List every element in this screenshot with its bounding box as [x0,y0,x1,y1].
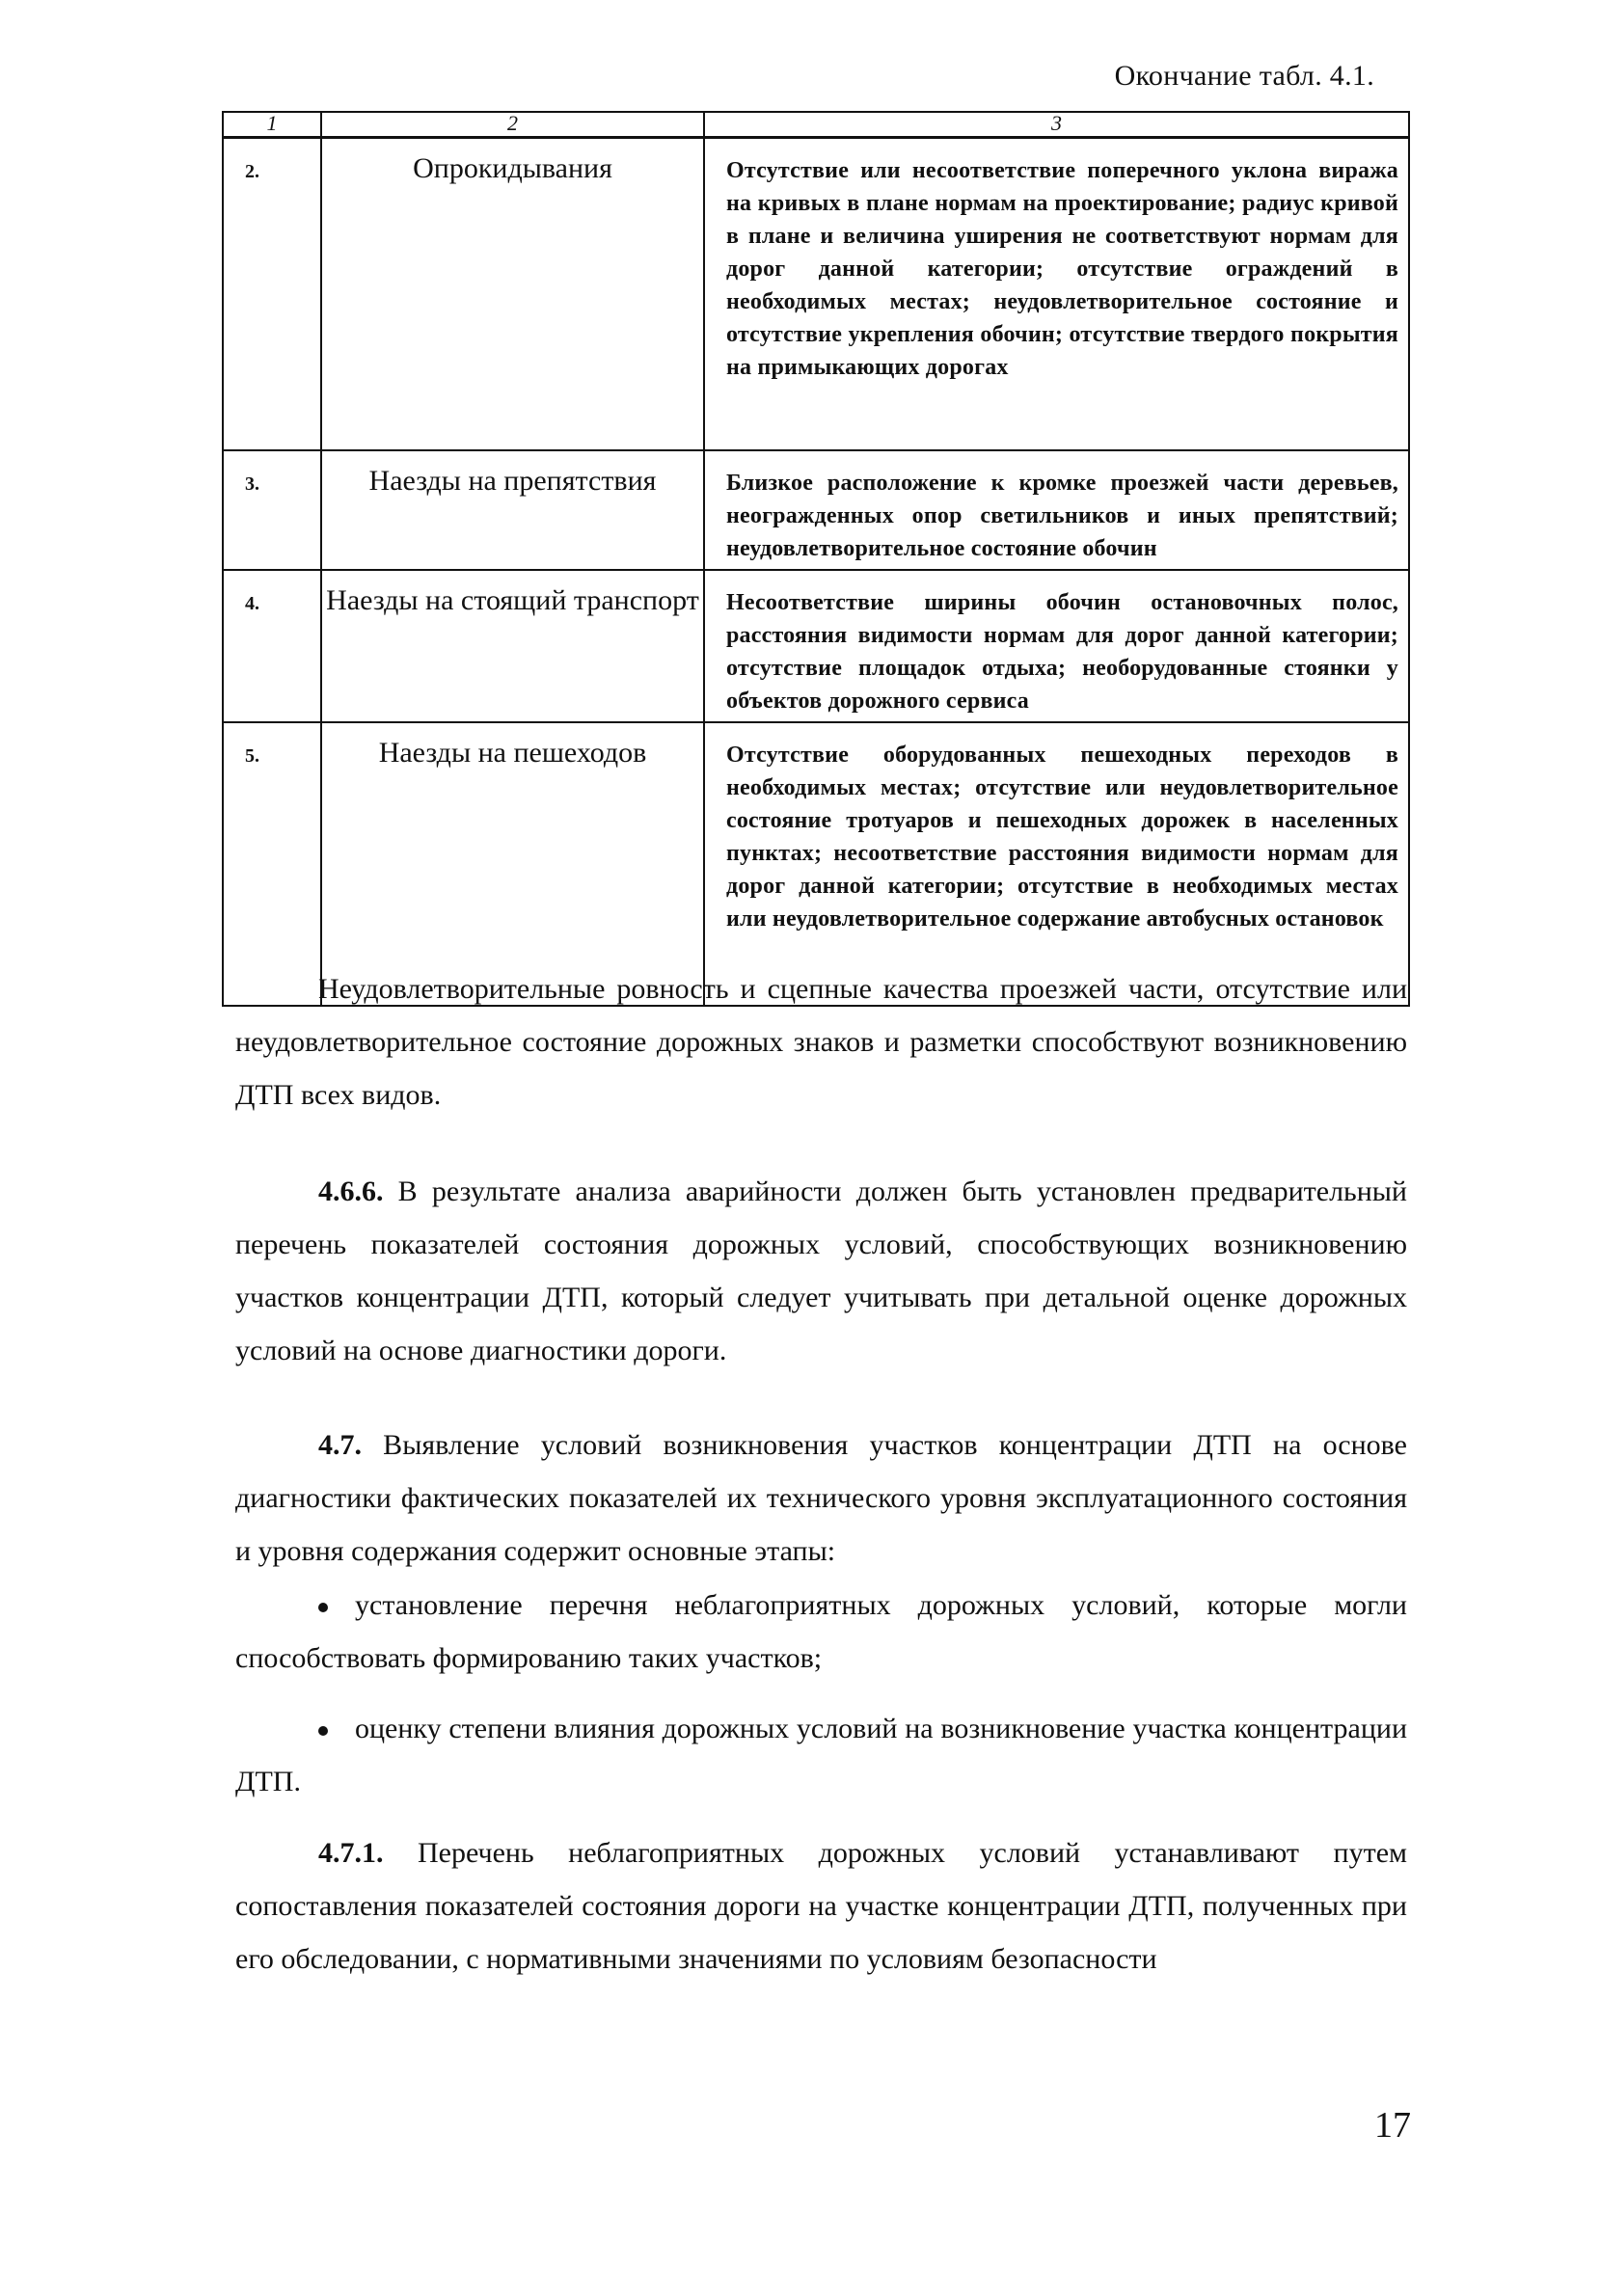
paragraph [235,962,1407,1121]
row-number: 3. [223,450,321,570]
paragraph-text: Перечень неблагоприятных дорожных условий устанавливают путем сопоставления показателей состояния дороги на участке концентрации ДТП, полученных при его обследовании, с нормативными значениями по условиям безопасности [235,1837,1407,1975]
paragraph [235,1826,1407,1985]
bullet-icon [318,1726,328,1736]
paragraph-text: В результате анализа аварийности должен быть установлен предварительный перечень показателей состояния дорожных условий, способствующих возникновению участков концентрации ДТП, который следует учитывать при детальной оценке дорожных условий на основе диагностики дороги. [235,1175,1407,1366]
road-conditions: Близкое расположение к кромке проезжей части деревьев, неогражденных опор светильников и иных препятствий; неудовлетворительное состояние обочин [704,450,1409,570]
accident-type: Наезды на препятствия [321,450,704,570]
bullet-icon [318,1603,328,1612]
list-item-text: оценку степени влияния дорожных условий на возникновение участка концентрации ДТП. [235,1713,1407,1797]
table-row [223,138,1409,451]
bullet-list [235,1579,1407,1808]
accident-type: Опрокидывания [321,138,704,451]
row-number: 5. [223,722,321,1006]
accident-type: Наезды на пешеходов [321,722,704,1006]
table-row [223,450,1409,570]
paragraph-text: Неудовлетворительные ровность и сцепные качества проезжей части, отсутствие или неудовлетворительное состояние дорожных знаков и разметки способствуют возникновению ДТП всех видов. [235,973,1407,1111]
table-row [223,570,1409,722]
paragraph-text: Выявление условий возникновения участков концентрации ДТП на основе диагностики фактических показателей их технического уровня эксплуатационного состояния и уровня содержания содержит основные этапы: [235,1429,1407,1567]
row-number: 4. [223,570,321,722]
column-header: 1 [223,112,321,138]
section-number: 4.6.6. [318,1175,384,1207]
paragraph [235,1165,1407,1377]
table-caption: Окончание табл. 4.1. [1114,60,1374,92]
road-conditions: Отсутствие или несоответствие поперечного уклона виража на кривых в плане нормам на проектирование; радиус кривой в плане и величина уширения не соответствуют нормам для дорог данной категории; отсутствие ограждений в необходимых местах; неудовлетворительное состояние и отсутствие укрепления обочин; отсутствие твердого покрытия на примыкающих дорогах [704,138,1409,451]
row-number: 2. [223,138,321,451]
paragraph [235,1418,1407,1578]
table-header-row [223,112,1409,138]
column-header: 2 [321,112,704,138]
list-item [235,1579,1407,1685]
road-conditions: Отсутствие оборудованных пешеходных переходов в необходимых местах; отсутствие или неудовлетворительное состояние тротуаров и пешеходных дорожек в населенных пунктах; несоответствие расстояния видимости нормам для дорог данной категории; отсутствие в необходимых местах или неудовлетворительное содержание автобусных остановок [704,722,1409,1006]
list-item-text: установление перечня неблагоприятных дорожных условий, которые могли способствовать формированию таких участков; [235,1589,1407,1674]
causes-table [222,111,1410,1007]
accident-type: Наезды на стоящий транспорт [321,570,704,722]
road-conditions: Несоответствие ширины обочин остановочных полос, расстояния видимости нормам для дорог данной категории; отсутствие площадок отдыха; необорудованные стоянки у объектов дорожного сервиса [704,570,1409,722]
page-number: 17 [1374,2105,1411,2146]
section-number: 4.7.1. [318,1837,384,1869]
column-header: 3 [704,112,1409,138]
list-item [235,1702,1407,1808]
section-number: 4.7. [318,1429,362,1461]
